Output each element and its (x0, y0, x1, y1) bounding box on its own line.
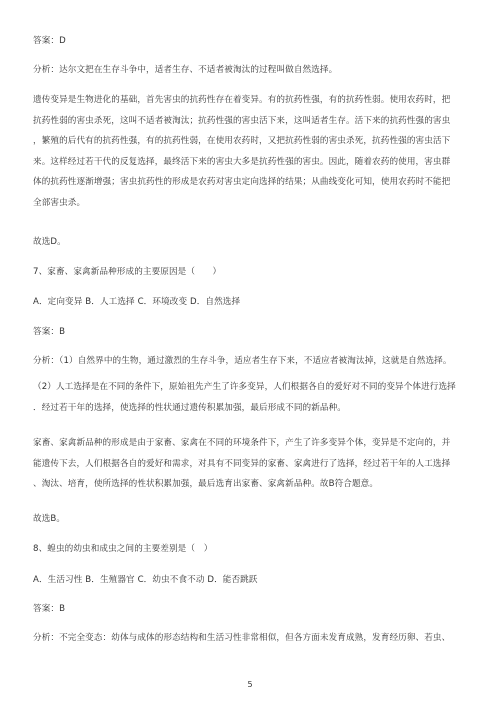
analysis-paragraph (33, 377, 471, 418)
paragraph-row: 能遗传下去，人们根据各自的爱好和需求，对具有不同变异的家畜、家禽进行了选择，经过若干年的人工选择 (33, 458, 451, 469)
explanation-paragraph (33, 90, 471, 213)
answer-line: 答案：B (33, 327, 66, 337)
paragraph-row: 体的抗药性逐渐增强；害虫抗药性的形成是农药对害虫定向选择的结果；从曲线变化可知，使用农药时不能把 (33, 177, 451, 187)
answer-line: 答案：D (33, 36, 66, 46)
paragraph-row: ，繁殖的后代有的抗药性强，有的抗药性弱，在使用农药时，又把抗药性弱的害虫杀死，抗药性强的害虫活下 (33, 136, 451, 146)
paragraph-row: 来。这样经过若干代的反复选择，最终活下来的害虫大多是抗药性强的害虫。因此，随着农药的使用，害虫群 (33, 156, 451, 167)
paragraph-row: 遗传变异是生物进化的基础，首先害虫的抗药性存在着变异。有的抗药性强，有的抗药性弱。使用农药时，把 (33, 95, 451, 105)
question-title: 7、家畜、家禽新品种形成的主要原因是（ ） (33, 267, 222, 277)
question-options: A．生活习性 B．生殖器官 C．幼虫不食不动 D．能否跳跃 (33, 575, 258, 585)
question-title: 8、蝗虫的幼虫和成虫之间的主要差别是（ ） (33, 544, 213, 554)
paragraph-row: ．经过若干年的选择，使选择的性状通过遗传积累加强，最后形成不同的新品种。 (33, 402, 346, 413)
paragraph-row: 家畜、家禽新品种的形成是由于家畜、家禽在不同的环境条件下，产生了许多变异个体，变异是不定向的，并 (33, 438, 451, 448)
paragraph-row: 全部害虫杀。 (33, 197, 86, 208)
conclusion-line: 故选D。 (33, 237, 66, 247)
conclusion-line: 故选B。 (33, 514, 66, 524)
analysis-line: 分析：不完全变态：幼体与成体的形态结构和生活习性非常相似，但各方面未发育成熟，发育经历卵、若虫、 (33, 633, 451, 643)
analysis-line: 分析：达尔文把在生存斗争中，适者生存、不适者被淘汰的过程叫做自然选择。 (33, 65, 338, 75)
analysis-line: 分析：（1）自然界中的生物，通过激烈的生存斗争，适应者生存下来，不适应者被淘汰掉，这就是自然选择。 (33, 356, 452, 366)
paragraph-row: （2）人工选择是在不同的条件下，原始祖先产生了许多变异，人们根据各自的爱好对不同的变异个体进行选择 (33, 382, 456, 392)
page-number: 5 (247, 680, 253, 689)
paragraph-row: 抗药性弱的害虫杀死，这叫不适者被淘汰；抗药性强的害虫活下来，这叫适者生存。活下来的抗药性强的害虫 (33, 115, 451, 126)
explanation-paragraph (33, 433, 471, 495)
answer-line: 答案：B (33, 604, 66, 614)
paragraph-row: 、淘汰、培育，使所选择的性状积累加强，最后选育出家畜、家禽新品种。故B符合题意。 (33, 479, 379, 489)
question-options: A．定向变异 B．人工选择 C．环境改变 D．自然选择 (33, 297, 241, 307)
